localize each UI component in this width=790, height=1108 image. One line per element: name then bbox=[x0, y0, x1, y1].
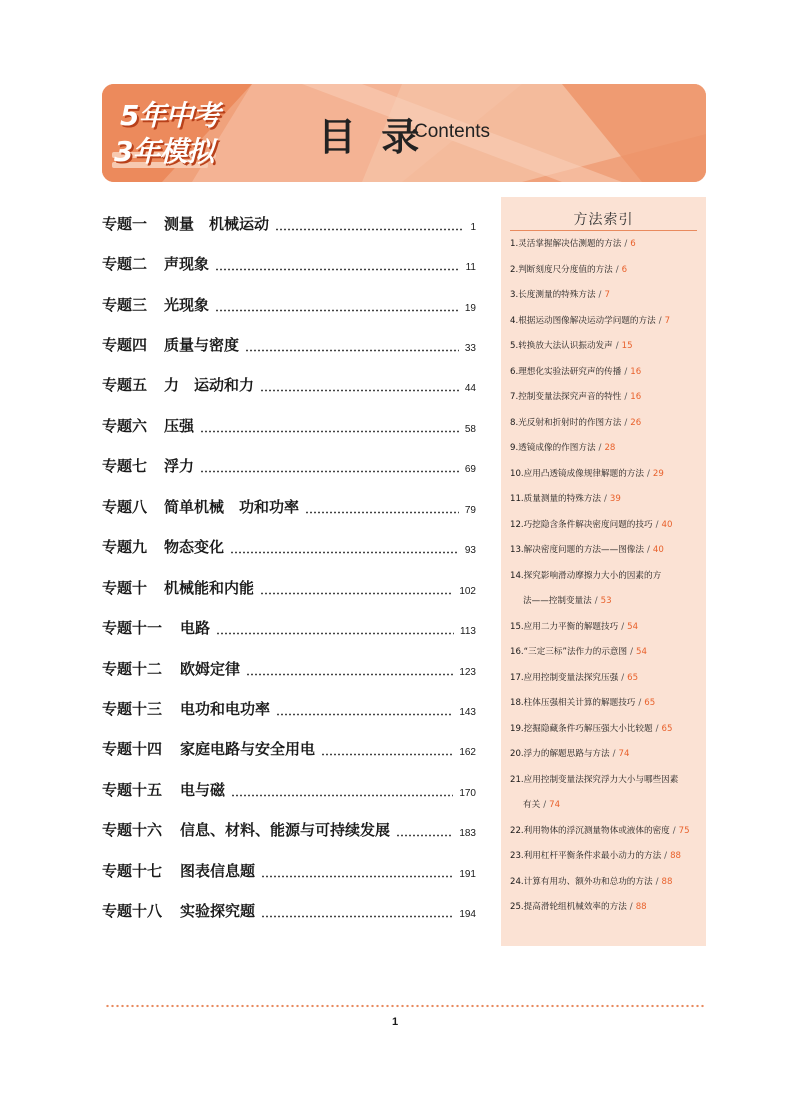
toc-page-number: 33 bbox=[464, 343, 476, 354]
toc-leader-dots bbox=[260, 378, 459, 392]
toc-leader-dots bbox=[261, 904, 453, 918]
page-separator: / bbox=[624, 417, 628, 428]
toc-chapter-number: 专题四 bbox=[102, 336, 148, 354]
method-index-page-number: 88 bbox=[670, 851, 682, 861]
page-separator: / bbox=[594, 596, 598, 606]
toc-chapter-number: 专题二 bbox=[102, 255, 148, 273]
toc-chapter-number: 专题十七 bbox=[102, 862, 163, 880]
page-separator: / bbox=[621, 621, 625, 632]
method-index-item-text: 7.控制变量法探究声音的特性 bbox=[510, 392, 622, 402]
toc-chapter-number: 专题六 bbox=[102, 417, 148, 435]
toc-page-number: 58 bbox=[464, 424, 476, 435]
toc-chapter-title: 欧姆定律 bbox=[180, 660, 241, 678]
page-title: 目 录 bbox=[318, 114, 426, 159]
method-index-item-text: 6.理想化实验法研究声的传播 bbox=[510, 366, 622, 377]
toc-page-number: 79 bbox=[464, 505, 476, 516]
method-index-item-text: 2.判断刻度尺分度值的方法 bbox=[510, 264, 613, 275]
page-separator: / bbox=[646, 545, 650, 555]
method-index-page-number: 74 bbox=[618, 749, 630, 759]
method-index-page-number: 40 bbox=[661, 519, 673, 530]
page-separator: / bbox=[664, 851, 668, 861]
method-index-page-number: 6 bbox=[621, 264, 628, 275]
toc-entry[interactable] bbox=[102, 897, 476, 921]
method-index-item[interactable] bbox=[510, 359, 700, 385]
toc-leader-dots bbox=[276, 702, 453, 716]
toc-leader-dots bbox=[230, 540, 459, 554]
page-separator: / bbox=[655, 519, 659, 530]
toc-leader-dots bbox=[261, 864, 453, 878]
toc-chapter-number: 专题五 bbox=[102, 376, 148, 394]
method-index-page-number: 7 bbox=[604, 290, 610, 300]
toc-page-number: 194 bbox=[459, 909, 476, 920]
method-index-item-text: 14.探究影响滑动摩擦力大小的因素的方 bbox=[510, 570, 662, 581]
toc-chapter-title: 浮力 bbox=[164, 457, 195, 475]
method-index-item-text: 11.质量测量的特殊方法 bbox=[510, 494, 602, 504]
toc-page-number: 183 bbox=[459, 828, 476, 839]
toc-leader-dots bbox=[396, 823, 453, 837]
toc-entry[interactable] bbox=[102, 614, 476, 638]
method-index-item-text: 21.应用控制变量法探究浮力大小与哪些因素 bbox=[510, 774, 679, 785]
toc-leader-dots bbox=[216, 621, 454, 635]
method-index-page-number: 40 bbox=[652, 545, 664, 555]
method-index-item-text: 3.长度测量的特殊方法 bbox=[510, 290, 596, 300]
page-separator: / bbox=[543, 800, 547, 810]
method-index-item-text: 13.解决密度问题的方法——图像法 bbox=[510, 545, 644, 555]
method-index-item[interactable] bbox=[510, 537, 700, 563]
toc-page-number: 69 bbox=[464, 464, 476, 475]
toc-chapter-title: 家庭电路与安全用电 bbox=[180, 740, 316, 758]
method-index-item-text: 20.浮力的解题思路与方法 bbox=[510, 749, 610, 759]
toc-entry[interactable] bbox=[102, 574, 476, 598]
toc-chapter-number: 专题十五 bbox=[102, 781, 163, 799]
toc-chapter-title: 实验探究题 bbox=[180, 902, 256, 920]
toc-page-number: 170 bbox=[459, 788, 476, 799]
method-index-item[interactable] bbox=[510, 563, 700, 589]
page-separator: / bbox=[638, 698, 642, 708]
method-index-page-number: 65 bbox=[627, 672, 639, 683]
toc-chapter-number: 专题十二 bbox=[102, 660, 163, 678]
method-index-item[interactable] bbox=[510, 665, 700, 691]
method-index-item-text: 法——控制变量法 bbox=[523, 596, 592, 606]
toc-leader-dots bbox=[215, 298, 459, 312]
method-index-page-number: 16 bbox=[630, 366, 642, 377]
method-index-item[interactable] bbox=[510, 639, 700, 665]
page-separator: / bbox=[655, 723, 659, 734]
method-index-item-text: 16.“三定三标”法作力的示意图 bbox=[510, 647, 628, 657]
method-index-item-text: 8.光反射和折射时的作图方法 bbox=[510, 417, 622, 428]
method-index-item[interactable] bbox=[510, 512, 700, 538]
method-index-item-text: 1.灵活掌握解决估测题的方法 bbox=[510, 239, 622, 249]
method-index-title: 方法索引 bbox=[573, 212, 634, 228]
method-index-item-text: 17.应用控制变量法探究压强 bbox=[510, 672, 619, 683]
page-separator: / bbox=[658, 315, 662, 326]
method-index-item[interactable] bbox=[510, 410, 700, 436]
method-index-page-number: 54 bbox=[636, 647, 647, 657]
method-index-item-text: 24.计算有用功、额外功和总功的方法 bbox=[510, 876, 653, 887]
method-index-page-number: 88 bbox=[661, 876, 673, 887]
toc-entry[interactable] bbox=[102, 695, 476, 719]
page-separator: / bbox=[612, 749, 616, 759]
page-separator: / bbox=[624, 239, 628, 249]
page-separator: / bbox=[672, 825, 676, 836]
toc-entry[interactable] bbox=[102, 250, 476, 274]
logo-line1: 5年中考 bbox=[120, 99, 220, 132]
method-index-page-number: 75 bbox=[678, 825, 690, 836]
page-separator: / bbox=[624, 392, 628, 402]
method-index-item-text: 19.挖掘隐藏条件巧解压强大小比较题 bbox=[510, 723, 653, 734]
toc-entry[interactable] bbox=[102, 655, 476, 679]
toc-entry[interactable] bbox=[102, 412, 476, 436]
toc-leader-dots bbox=[200, 419, 459, 433]
toc-page-number: 102 bbox=[459, 586, 476, 597]
page-number: 1 bbox=[391, 1016, 399, 1028]
method-index-item-text: 5.转换放大法认识振动发声 bbox=[510, 341, 613, 351]
method-index-item-text: 4.根据运动图像解决运动学问题的方法 bbox=[510, 315, 656, 326]
toc-page-number: 11 bbox=[465, 262, 476, 273]
toc-page-number: 143 bbox=[459, 707, 476, 718]
method-index-page-number: 7 bbox=[664, 315, 671, 326]
toc-leader-dots bbox=[321, 742, 453, 756]
page-title-english: Contents bbox=[414, 121, 491, 142]
method-index-page-number: 65 bbox=[644, 698, 656, 708]
toc-entry[interactable] bbox=[102, 493, 476, 517]
toc-entry[interactable] bbox=[102, 291, 476, 315]
toc-chapter-number: 专题九 bbox=[102, 538, 148, 556]
toc-entry[interactable] bbox=[102, 735, 476, 759]
toc-leader-dots bbox=[200, 459, 459, 473]
toc-page-number: 93 bbox=[464, 545, 476, 556]
toc-chapter-number: 专题十八 bbox=[102, 902, 163, 920]
toc-page-number: 162 bbox=[459, 747, 476, 758]
toc-chapter-title: 光现象 bbox=[164, 296, 210, 314]
method-index-page-number: 6 bbox=[630, 239, 636, 249]
method-index-item[interactable] bbox=[510, 486, 700, 512]
toc-chapter-number: 专题七 bbox=[102, 457, 148, 475]
toc-chapter-title: 压强 bbox=[164, 417, 195, 435]
toc-entry[interactable] bbox=[102, 776, 476, 800]
toc-chapter-title: 力 运动和力 bbox=[164, 376, 255, 394]
toc-page-number: 123 bbox=[459, 667, 476, 678]
toc-page-number: 113 bbox=[460, 626, 476, 637]
page-separator: / bbox=[621, 672, 625, 683]
toc-chapter-title: 物态变化 bbox=[164, 538, 225, 556]
method-index-item-text: 23.利用杠杆平衡条件求最小动力的方法 bbox=[510, 851, 662, 861]
toc-chapter-title: 简单机械 功和功率 bbox=[164, 498, 300, 516]
method-index-item[interactable] bbox=[510, 231, 700, 257]
page-separator: / bbox=[624, 366, 628, 377]
method-index-panel bbox=[501, 197, 706, 946]
method-index-item-text: 25.提高滑轮组机械效率的方法 bbox=[510, 902, 627, 912]
toc-chapter-number: 专题八 bbox=[102, 498, 148, 516]
toc-entry[interactable] bbox=[102, 452, 476, 476]
method-index-item-text: 9.透镜成像的作图方法 bbox=[510, 443, 596, 453]
method-index-page-number: 65 bbox=[661, 723, 673, 734]
toc-chapter-title: 图表信息题 bbox=[180, 862, 256, 880]
method-index-page-number: 88 bbox=[635, 902, 647, 912]
method-index-item[interactable] bbox=[510, 741, 700, 767]
page-separator: / bbox=[655, 876, 659, 887]
toc-chapter-title: 质量与密度 bbox=[164, 336, 240, 354]
page-separator: / bbox=[598, 290, 602, 300]
toc-leader-dots bbox=[275, 217, 464, 231]
toc-chapter-number: 专题一 bbox=[102, 215, 148, 233]
method-index-item-text: 18.柱体压强相关计算的解题技巧 bbox=[510, 698, 636, 708]
toc-leader-dots bbox=[305, 500, 459, 514]
method-index-item[interactable] bbox=[510, 818, 700, 844]
method-index-page-number: 29 bbox=[652, 468, 664, 479]
method-index-item[interactable] bbox=[523, 588, 713, 614]
method-index-item[interactable] bbox=[510, 435, 700, 461]
method-index-item[interactable] bbox=[523, 792, 713, 818]
method-index-page-number: 53 bbox=[600, 596, 612, 606]
toc-leader-dots bbox=[215, 257, 460, 271]
method-index-item[interactable] bbox=[510, 690, 700, 716]
method-index-item[interactable] bbox=[510, 257, 700, 283]
toc-entry[interactable] bbox=[102, 533, 476, 557]
header-banner bbox=[102, 84, 706, 182]
toc-page-number: 19 bbox=[464, 303, 476, 314]
method-index-item[interactable] bbox=[510, 614, 700, 640]
toc-page-number: 44 bbox=[464, 383, 476, 394]
page-separator: / bbox=[646, 468, 650, 479]
method-index-item[interactable] bbox=[510, 461, 700, 487]
page-separator: / bbox=[604, 494, 607, 504]
page-separator: / bbox=[598, 443, 602, 453]
toc-page-number: 191 bbox=[459, 869, 476, 880]
toc-leader-dots bbox=[246, 662, 453, 676]
brand-logo bbox=[112, 92, 230, 174]
toc-chapter-title: 声现象 bbox=[164, 255, 210, 273]
method-index-page-number: 28 bbox=[604, 443, 616, 453]
method-index-page-number: 54 bbox=[627, 621, 639, 632]
toc-entry[interactable] bbox=[102, 210, 476, 234]
method-index-page-number: 74 bbox=[549, 800, 561, 810]
method-index-item[interactable] bbox=[510, 894, 700, 920]
toc-chapter-number: 专题十四 bbox=[102, 740, 163, 758]
toc-chapter-title: 信息、材料、能源与可持续发展 bbox=[180, 821, 391, 839]
toc-chapter-number: 专题三 bbox=[102, 296, 148, 314]
toc-leader-dots bbox=[245, 338, 459, 352]
method-index-item-text: 15.应用二力平衡的解题技巧 bbox=[510, 621, 619, 632]
toc-entry[interactable] bbox=[102, 857, 476, 881]
method-index-item[interactable] bbox=[510, 282, 700, 308]
page-separator: / bbox=[615, 341, 619, 351]
toc-chapter-number: 专题十一 bbox=[102, 619, 163, 637]
page-separator: / bbox=[615, 264, 619, 275]
method-index-page-number: 15 bbox=[621, 341, 633, 351]
method-index-page-number: 16 bbox=[630, 392, 642, 402]
method-index-item[interactable] bbox=[510, 716, 700, 742]
toc-chapter-title: 机械能和内能 bbox=[164, 579, 255, 597]
method-index-page-number: 26 bbox=[630, 417, 642, 428]
method-index-item[interactable] bbox=[510, 843, 700, 869]
method-index-page-number: 39 bbox=[609, 494, 621, 504]
method-index-item-text: 12.巧挖隐含条件解决密度问题的技巧 bbox=[510, 519, 653, 530]
page-separator: / bbox=[629, 902, 633, 912]
method-index-item[interactable] bbox=[510, 308, 700, 334]
method-index-item-text: 10.应用凸透镜成像规律解题的方法 bbox=[510, 468, 644, 479]
page-separator: / bbox=[630, 647, 634, 657]
method-index-item[interactable] bbox=[510, 333, 700, 359]
method-index-item[interactable] bbox=[510, 869, 700, 895]
toc-entry[interactable] bbox=[102, 816, 476, 840]
toc-entry[interactable] bbox=[102, 371, 476, 395]
toc-chapter-title: 电路 bbox=[180, 619, 211, 637]
logo-line2: 3年模拟 bbox=[114, 135, 214, 168]
toc-page-number: 1 bbox=[470, 222, 476, 233]
toc-chapter-number: 专题十 bbox=[102, 579, 148, 597]
footer-dotted-rule bbox=[105, 1004, 705, 1008]
toc-chapter-number: 专题十六 bbox=[102, 821, 163, 839]
toc-chapter-title: 测量 机械运动 bbox=[164, 215, 270, 233]
toc-entry[interactable] bbox=[102, 331, 476, 355]
toc-chapter-title: 电功和电功率 bbox=[180, 700, 271, 718]
method-index-item[interactable] bbox=[510, 767, 700, 793]
method-index-item-text: 有关 bbox=[523, 800, 541, 810]
toc-leader-dots bbox=[260, 581, 453, 595]
method-index-item[interactable] bbox=[510, 384, 700, 410]
method-index-item-text: 22.利用物体的浮沉测量物体或液体的密度 bbox=[510, 825, 670, 836]
toc-leader-dots bbox=[231, 783, 453, 797]
toc-chapter-number: 专题十三 bbox=[102, 700, 163, 718]
toc-chapter-title: 电与磁 bbox=[180, 781, 226, 799]
